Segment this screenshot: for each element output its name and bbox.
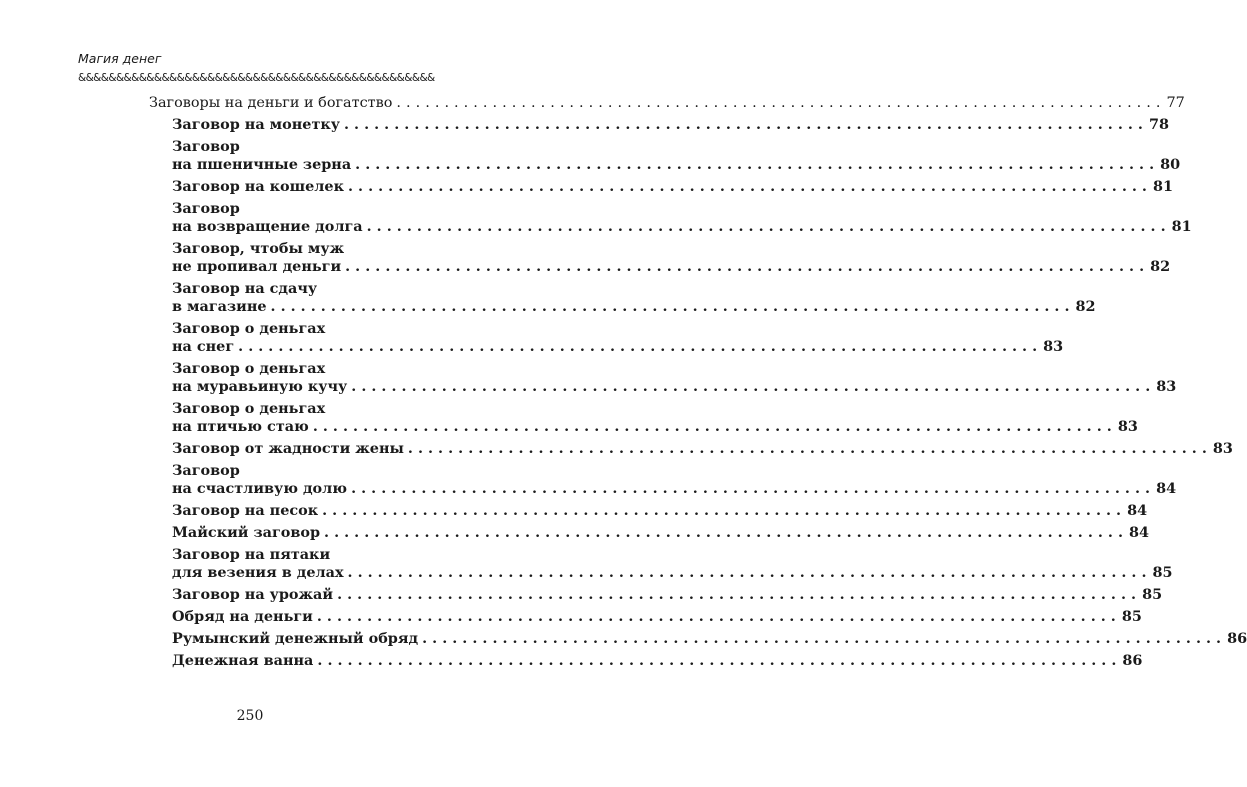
toc-entry-page: 83 (1117, 418, 1138, 435)
toc-entry-page: 81 (1152, 178, 1174, 195)
ornamental-rule: &&&&&&&&&&&&&&&&&&&&&&&&&&&&&&&&&&&&&&&&&&&&&&& (78, 72, 435, 84)
toc-entry-page: 80 (1160, 156, 1181, 173)
leader-dots: ................................................................................ (316, 608, 1121, 625)
toc-entry-title-line: Денежная ванна (172, 652, 314, 669)
toc-entry-page: 85 (1121, 608, 1142, 625)
toc-entry (172, 280, 1096, 316)
toc-entry (172, 608, 1142, 626)
toc-entry-title-line: на счастливую долю (172, 480, 348, 497)
toc-entry-page: 84 (1156, 480, 1177, 497)
toc-entry-title-line: Заговор о деньгах (172, 320, 326, 337)
toc-entry (172, 586, 1163, 604)
leader-dots: ................................................................................ (337, 586, 1142, 603)
leader-dots: ................................................................................ (345, 258, 1150, 275)
leader-dots: ................................................................................ (347, 178, 1152, 195)
toc-entry-page: 86 (1122, 652, 1143, 669)
toc-entry (172, 524, 1150, 542)
toc-entry-title-line: Заговор на пятаки (172, 546, 331, 563)
toc-entry-page: 78 (1148, 116, 1170, 133)
leader-dots: ................................................................................ (270, 298, 1075, 315)
leader-dots: ................................................................................ (238, 338, 1043, 355)
toc-entry-title-line: Заговор на сдачу (172, 280, 318, 297)
toc-entry-title-line: Румынский денежный обряд (172, 630, 419, 647)
toc-entry (172, 440, 1233, 458)
toc-entry-page: 85 (1152, 564, 1173, 581)
toc-entry (172, 502, 1148, 520)
toc-entry-title-line: Заговор от жадности жены (172, 440, 404, 457)
leader-dots: ................................................................................ (324, 524, 1129, 541)
toc-entry-title-line: Заговор (172, 462, 240, 479)
toc-entry-title-line: Майский заговор (172, 524, 321, 541)
page-number: 250 (236, 708, 264, 724)
toc-entry-title-line: Заговор на монетку (172, 116, 340, 133)
leader-dots: ................................................................................ (312, 418, 1117, 435)
toc-entry (172, 360, 1177, 396)
toc-entry (172, 400, 1138, 436)
running-head: Магия денег (78, 51, 162, 66)
toc-entry-title-line: Заговор, чтобы муж (172, 240, 345, 257)
toc-entry-page: 83 (1156, 378, 1177, 395)
toc-entry-title-line: Заговор (172, 200, 240, 217)
toc-entry-page: 85 (1142, 586, 1163, 603)
toc-entry-title-line: Обряд на деньги (172, 608, 313, 625)
toc-entry-title-line: Заговор о деньгах (172, 360, 326, 377)
leader-dots: ................................................................................ (351, 378, 1156, 395)
leader-dots: ................................................................................ (355, 156, 1160, 173)
leader-dots: ................................................................................ (347, 564, 1152, 581)
leader-dots: ................................................................................ (366, 218, 1171, 235)
toc-entry-page: 84 (1127, 502, 1148, 519)
toc-entry (172, 200, 1192, 236)
toc-entry-title-line: не пропивал деньги (172, 258, 342, 275)
toc-entry-title-line: для везения в делах (172, 564, 344, 581)
toc-entry-title-line: Заговор на песок (172, 502, 319, 519)
toc-entry (172, 652, 1143, 670)
toc-entry-page: 83 (1043, 338, 1064, 355)
toc-section-title: Заговоры на деньги и богатство (149, 95, 393, 111)
toc-entry-title-line: на снег (172, 338, 235, 355)
toc-entry-page: 86 (1227, 630, 1247, 647)
toc-entry-title-line: на возвращение долга (172, 218, 363, 235)
toc-entry-title-line: Заговор (172, 138, 240, 155)
toc-entry (172, 178, 1174, 196)
toc-entry (172, 630, 1247, 648)
toc-entry (172, 240, 1171, 276)
toc-entry-title-line: в магазине (172, 298, 267, 315)
toc-entry-title-line: на пшеничные зерна (172, 156, 352, 173)
toc-section-page: 77 (1166, 95, 1185, 111)
leader-dots: ................................................................................ (422, 630, 1227, 647)
toc-section-entry (149, 94, 1185, 112)
leader-dots: ................................................................................ (317, 652, 1122, 669)
toc-entry (172, 462, 1177, 498)
leader-dots: ................................................................................ (396, 95, 1166, 111)
toc-entry-title-line: Заговор на урожай (172, 586, 334, 603)
toc-entry-title-line: Заговор о деньгах (172, 400, 326, 417)
leader-dots: ................................................................................ (351, 480, 1156, 497)
leader-dots: ................................................................................ (322, 502, 1127, 519)
leader-dots: ................................................................................ (407, 440, 1212, 457)
toc-entry (172, 116, 1170, 134)
toc-entry-page: 84 (1129, 524, 1150, 541)
toc-entry (172, 320, 1064, 356)
table-of-contents (0, 94, 1247, 674)
toc-entry-page: 81 (1171, 218, 1192, 235)
toc-entry-title-line: на муравьиную кучу (172, 378, 348, 395)
toc-entry-title-line: Заговор на кошелек (172, 178, 344, 195)
toc-entry-page: 82 (1150, 258, 1171, 275)
toc-entry (172, 546, 1173, 582)
toc-entry-page: 82 (1075, 298, 1096, 315)
toc-entries (0, 116, 1247, 670)
toc-entry (172, 138, 1181, 174)
toc-entry-page: 83 (1212, 440, 1233, 457)
toc-entry-title-line: на птичью стаю (172, 418, 309, 435)
leader-dots: ................................................................................ (343, 116, 1148, 133)
